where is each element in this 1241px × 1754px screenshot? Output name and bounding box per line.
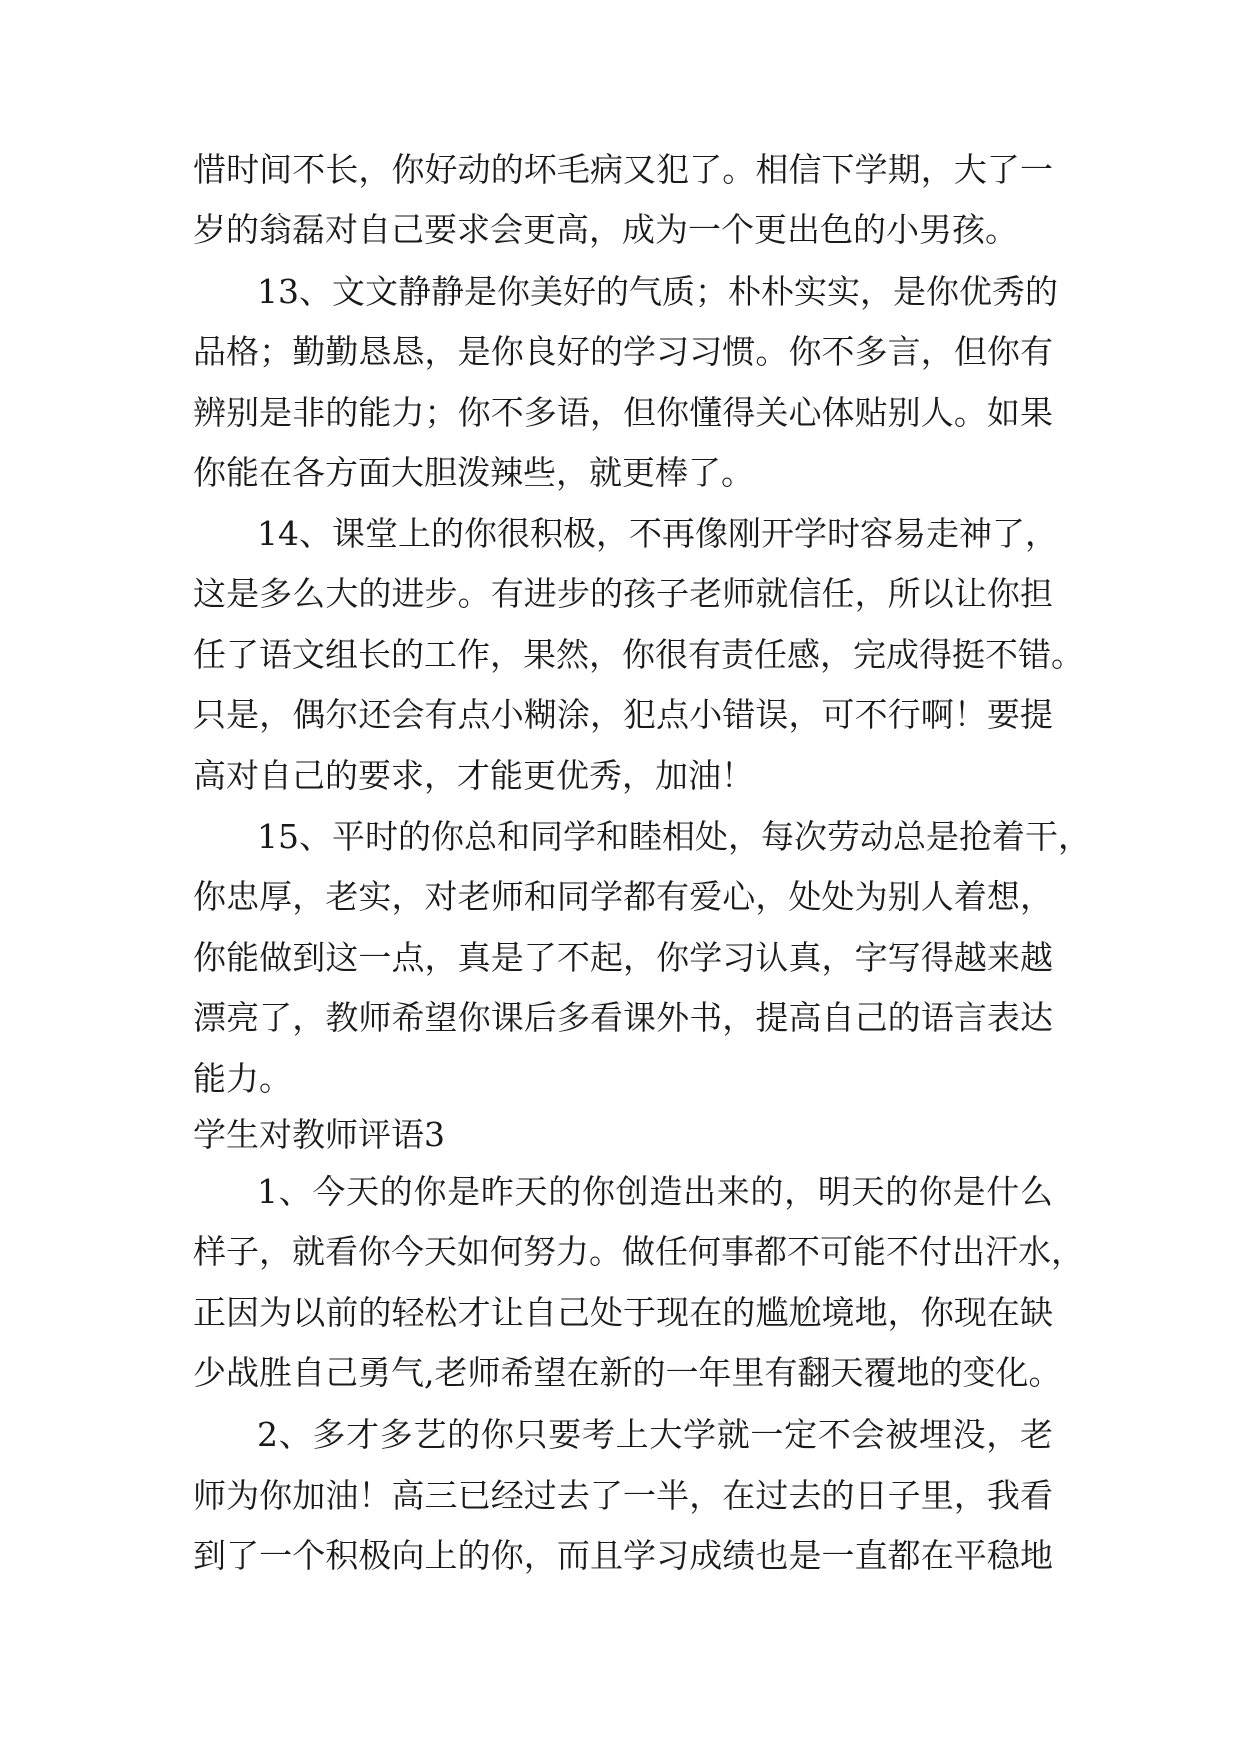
paragraph-line: 只是，偶尔还会有点小糊涂，犯点小错误，可不行啊！要提 bbox=[193, 695, 1053, 734]
paragraph-line: 14、课堂上的你很积极，不再像刚开学时容易走神了， bbox=[257, 514, 1058, 553]
paragraph-line: 少战胜自己勇气,老师希望在新的一年里有翻天覆地的变化。 bbox=[193, 1353, 1062, 1392]
paragraph-line: 惜时间不长，你好动的坏毛病又犯了。相信下学期，大了一 bbox=[193, 150, 1053, 189]
paragraph-line: 2、多才多艺的你只要考上大学就一定不会被埋没，老 bbox=[257, 1415, 1053, 1454]
paragraph-line: 到了一个积极向上的你，而且学习成绩也是一直都在平稳地 bbox=[193, 1536, 1053, 1575]
paragraph-line: 漂亮了，教师希望你课后多看课外书，提高自己的语言表达 bbox=[193, 998, 1053, 1037]
section-heading: 学生对教师评语3 bbox=[193, 1115, 445, 1154]
paragraph-line: 师为你加油！高三已经过去了一半，在过去的日子里，我看 bbox=[193, 1476, 1053, 1515]
paragraph-line: 样子，就看你今天如何努力。做任何事都不可能不付出汗水， bbox=[193, 1232, 1084, 1271]
paragraph-line: 你能做到这一点，真是了不起，你学习认真，字写得越来越 bbox=[193, 938, 1053, 977]
paragraph-line: 正因为以前的轻松才让自己处于现在的尴尬境地，你现在缺 bbox=[193, 1293, 1053, 1332]
paragraph-line: 任了语文组长的工作，果然，你很有责任感，完成得挺不错。 bbox=[193, 635, 1084, 674]
paragraph-line: 品格；勤勤恳恳，是你良好的学习习惯。你不多言，但你有 bbox=[193, 332, 1053, 371]
paragraph-line: 13、文文静静是你美好的气质；朴朴实实，是你优秀的 bbox=[257, 272, 1058, 311]
paragraph-line: 岁的翁磊对自己要求会更高，成为一个更出色的小男孩。 bbox=[193, 210, 1018, 249]
paragraph-line: 这是多么大的进步。有进步的孩子老师就信任，所以让你担 bbox=[193, 574, 1053, 613]
paragraph-line: 1、今天的你是昨天的你创造出来的，明天的你是什么 bbox=[257, 1172, 1053, 1211]
paragraph-line: 能力。 bbox=[193, 1059, 292, 1098]
paragraph-line: 高对自己的要求，才能更优秀，加油！ bbox=[193, 756, 754, 795]
paragraph-line: 辨别是非的能力；你不多语，但你懂得关心体贴别人。如果 bbox=[193, 393, 1053, 432]
paragraph-line: 你忠厚，老实，对老师和同学都有爱心，处处为别人着想， bbox=[193, 877, 1053, 916]
paragraph-line: 你能在各方面大胆泼辣些，就更棒了。 bbox=[193, 453, 754, 492]
paragraph-line: 15、平时的你总和同学和睦相处，每次劳动总是抢着干， bbox=[257, 817, 1091, 856]
